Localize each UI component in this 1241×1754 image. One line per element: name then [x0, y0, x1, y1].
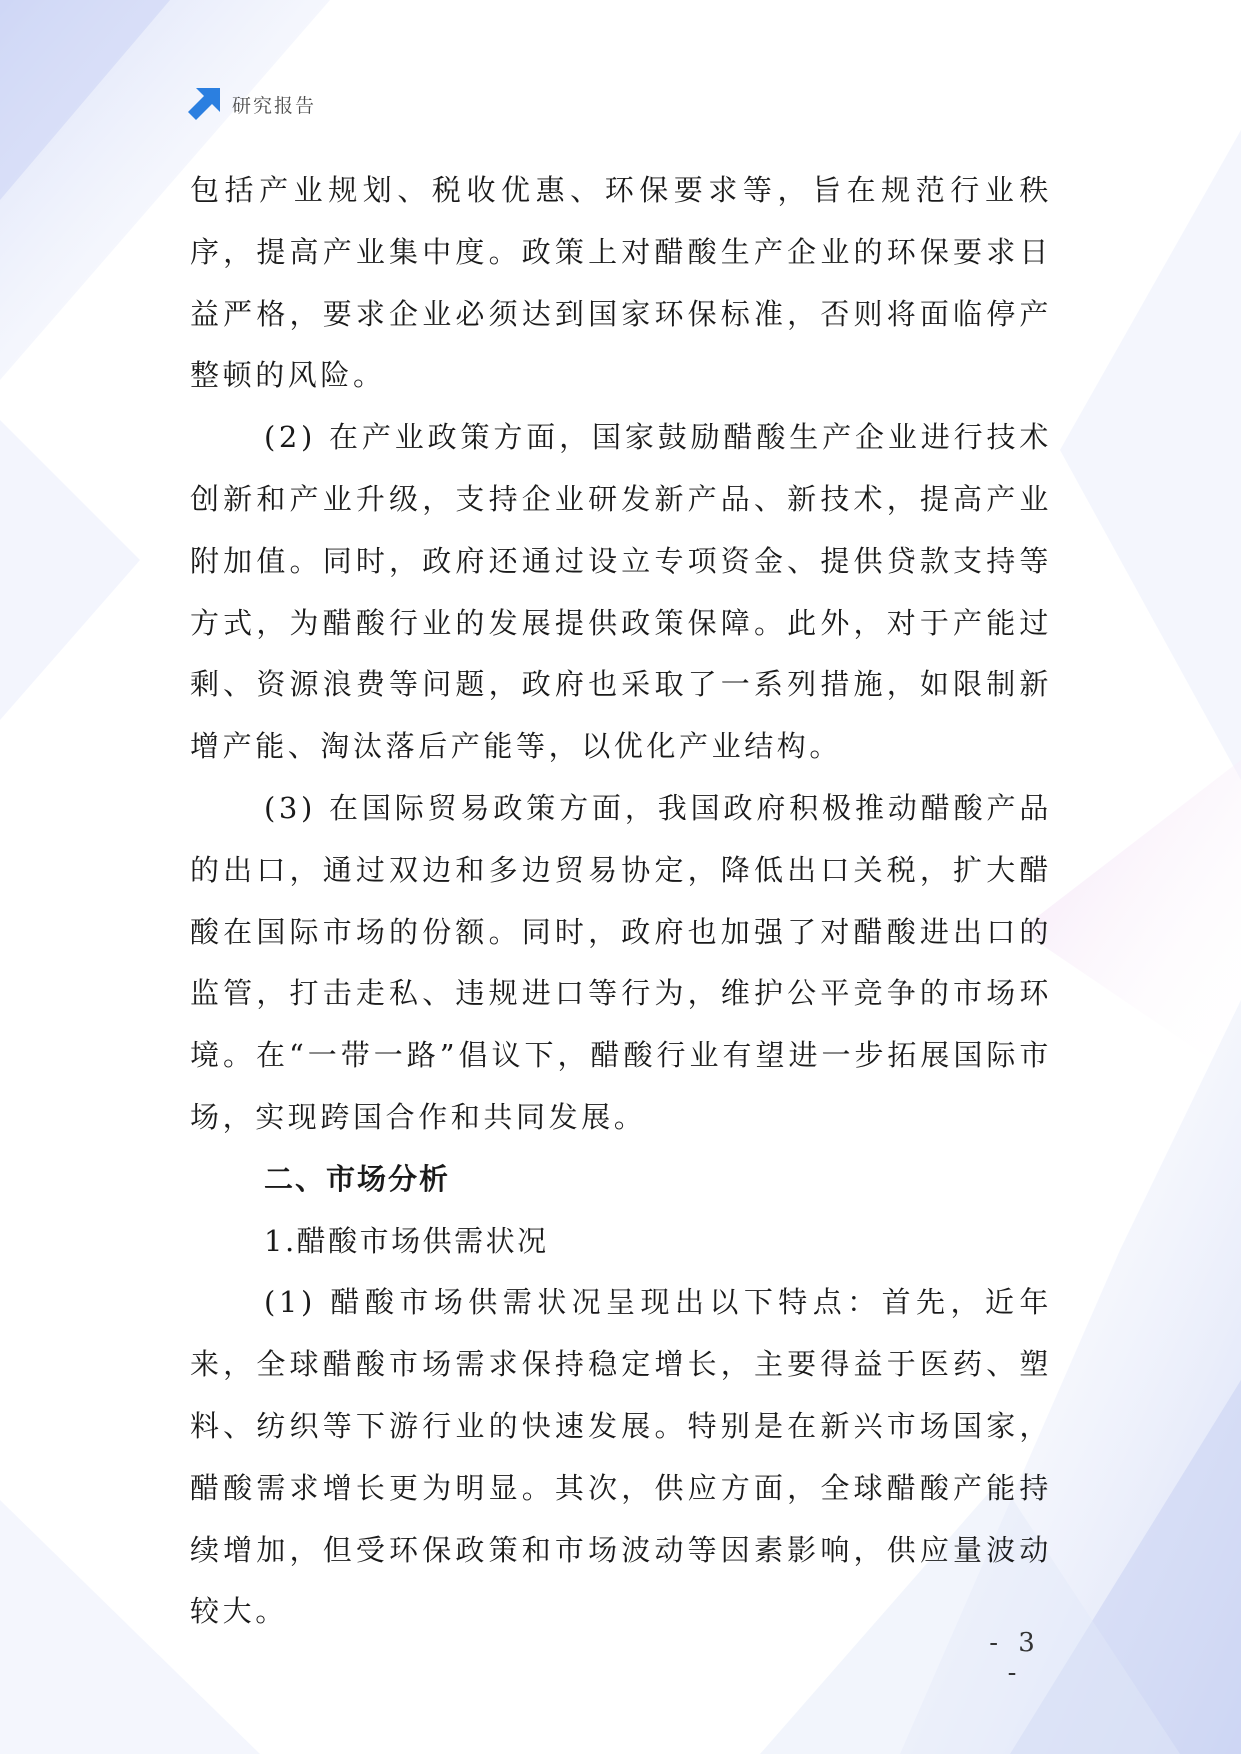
paragraph-continuation: 包括产业规划、税收优惠、环保要求等，旨在规范行业秩序，提高产业集中度。政策上对醋酸生产企业的环保要求日益严格，要求企业必须达到国家环保标准，否则将面临停产整顿的风险。: [190, 173, 1052, 393]
subsection-heading: 1.醋酸市场供需状况: [264, 1223, 549, 1258]
page-number: - 3 -: [989, 1628, 1041, 1688]
paragraph-industrial-policy: (2) 在产业政策方面，国家鼓励醋酸生产企业进行技术创新和产业升级，支持企业研发新产品、新技术，提高产业附加值。同时，政府还通过设立专项资金、提供贷款支持等方式，为醋酸行业的发展提供政策保障。此外，对于产能过剩、资源浪费等问题，政府也采取了一系列措施，如限制新增产能、淘汰落后产能等，以优化产业结构。: [190, 420, 1052, 764]
paragraph-supply-demand: (1) 醋酸市场供需状况呈现出以下特点：首先，近年来，全球醋酸市场需求保持稳定增长，主要得益于医药、塑料、纺织等下游行业的快速发展。特别是在新兴市场国家，醋酸需求增长更为明显。其次，供应方面，全球醋酸产能持续增加，但受环保政策和市场波动等因素影响，供应量波动较大。: [190, 1285, 1052, 1629]
header-title: 研究报告: [232, 94, 317, 117]
paragraph-trade-policy: (3) 在国际贸易政策方面，我国政府积极推动醋酸产品的出口，通过双边和多边贸易协定，降低出口关税，扩大醋酸在国际市场的份额。同时，政府也加强了对醋酸进出口的监管，打击走私、违规进口等行为，维护公平竞争的市场环境。在“一带一路”倡议下，醋酸行业有望进一步拓展国际市场，实现跨国合作和共同发展。: [190, 790, 1052, 1134]
arrow-up-right-icon: [186, 88, 220, 120]
report-header: [186, 88, 316, 120]
document-body: [190, 160, 1052, 1643]
section-heading: 二、市场分析: [264, 1161, 451, 1196]
